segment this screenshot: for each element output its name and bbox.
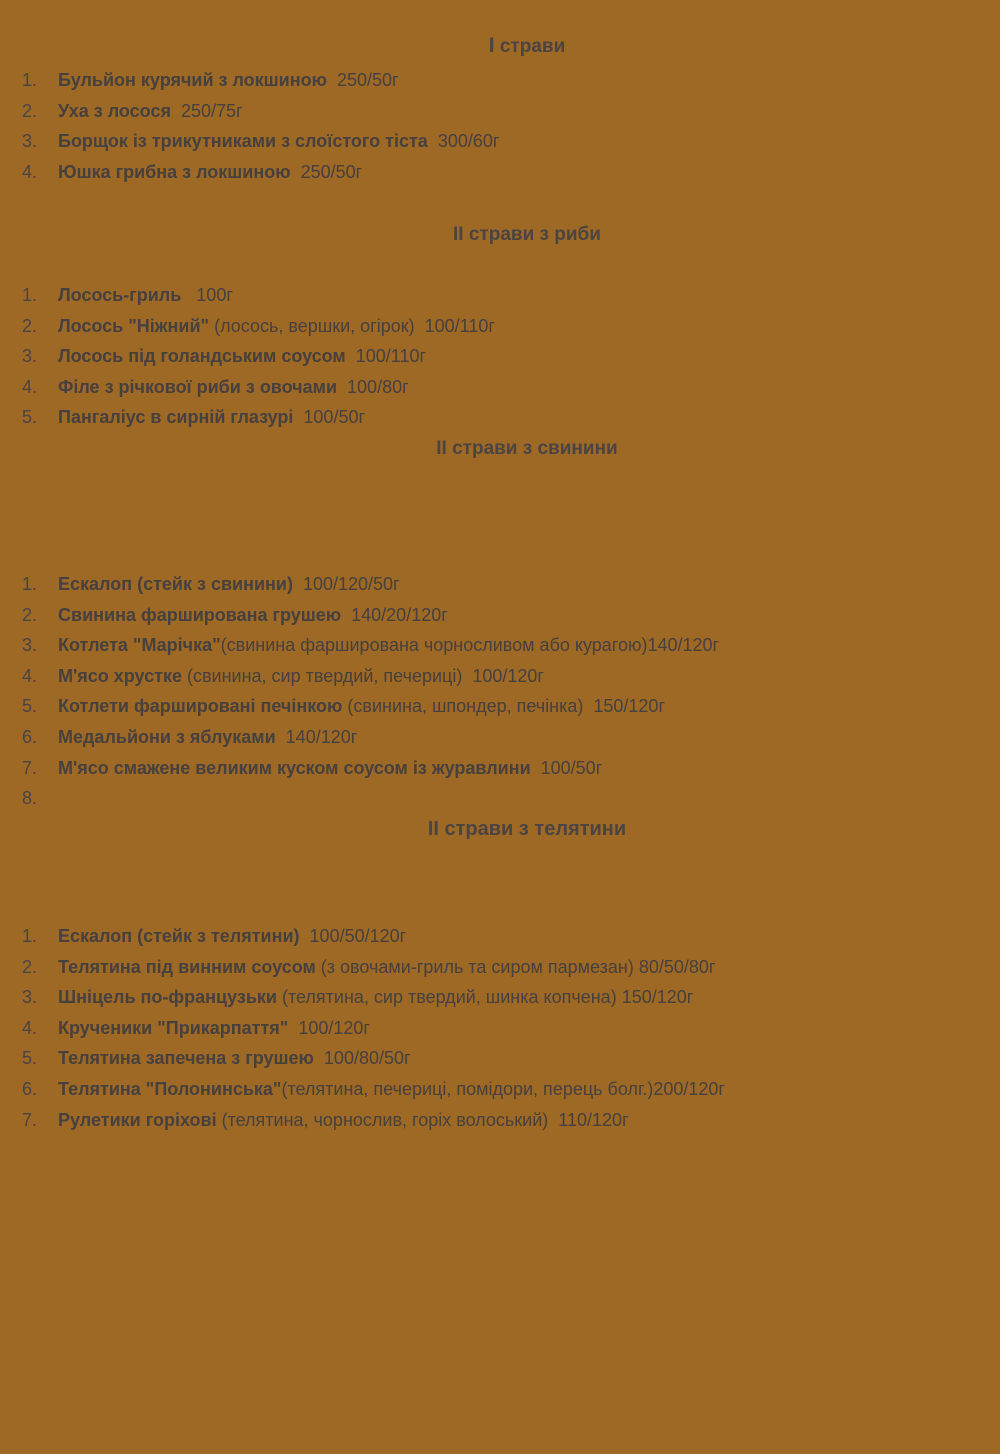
dish-name: Ескалоп (стейк з телятини) [58, 926, 300, 946]
item-text [58, 311, 495, 342]
section-title-text: страви [494, 36, 566, 57]
dish-name: Борщок із трикутниками з слоїстого тіста [58, 131, 428, 152]
item-text [58, 1074, 725, 1105]
item-number: 5. [22, 696, 38, 717]
dish-portion: 140/120г [275, 726, 358, 747]
dish-name: Крученики "Прикарпаття" [58, 1017, 289, 1038]
item-text [58, 691, 665, 722]
dish-name: Медальйони з яблуками [58, 726, 276, 747]
dish-name: Свинина фарширована грушею [58, 604, 342, 625]
item-text [58, 1013, 370, 1044]
item-number: 2. [22, 100, 38, 121]
dish-portion: 150/120г [583, 696, 666, 717]
item-number: 1. [22, 70, 38, 90]
dish-portion: 140/20/120г [341, 604, 448, 625]
dish-portion: 100/120/50г [292, 574, 400, 594]
item-number: 4. [22, 376, 38, 397]
dish-name: Юшка грибна з локшиною [58, 161, 291, 182]
item-text [58, 126, 499, 157]
dish-portion: 100/110г [345, 346, 427, 367]
item-number: 1. [22, 574, 38, 594]
item-number: 3. [22, 987, 38, 1008]
item-number: 7. [22, 1109, 38, 1130]
item-text [58, 952, 715, 983]
dish-portion: 250/50г [290, 161, 363, 182]
dish-name: Ескалоп (стейк з свинини) [58, 574, 293, 594]
item-number: 2. [22, 956, 38, 977]
dish-name: Котлета "Марічка" [58, 635, 221, 656]
item-text [58, 1043, 411, 1074]
dish-description: (лосось, вершки, огірок) [209, 315, 415, 336]
item-text [58, 96, 243, 127]
item-number: 5. [22, 407, 38, 428]
item-text [58, 630, 719, 661]
item-number: 6. [22, 726, 38, 747]
dish-portion: 100/50/120г [299, 926, 407, 946]
dish-portion: 140/120г [647, 635, 720, 656]
dish-name: Бульйон курячий з локшиною [58, 70, 327, 90]
item-number: 6. [22, 1078, 38, 1099]
dish-name: Рулетики горіхові [58, 1109, 217, 1130]
dish-description: (з овочами-гриль та сиром пармезан) [315, 956, 634, 977]
dish-portion: 100г [181, 285, 233, 305]
dish-portion: 300/60г [427, 131, 500, 152]
item-text [58, 722, 357, 753]
dish-description: (телятина, чорнослив, горіх волоський) [216, 1109, 549, 1130]
dish-portion: 200/120г [653, 1078, 725, 1099]
item-number: 2. [22, 604, 38, 625]
item-number: 8. [22, 788, 38, 809]
section-title-first-courses [0, 34, 1000, 58]
item-number: 3. [22, 346, 38, 367]
item-text [58, 402, 365, 433]
dish-portion: 100/50г [293, 407, 366, 428]
dish-portion: 110/120г [548, 1109, 629, 1130]
dish-name: Лосось "Ніжний" [58, 315, 210, 336]
dish-portion: 100/50г [530, 757, 603, 778]
dish-description: (свинина, сир твердий, печериці) [181, 665, 463, 686]
dish-portion: 150/120г [616, 987, 694, 1008]
dish-portion: 250/50г [327, 70, 399, 90]
item-text [58, 157, 362, 188]
dish-name: Філе з річкової риби з овочами [58, 376, 338, 397]
item-text [58, 921, 406, 952]
item-number: 4. [22, 1017, 38, 1038]
dish-name: Лосось-гриль [58, 285, 182, 305]
item-number: 3. [22, 131, 38, 152]
dish-description: (свинина, шпондер, печінка) [342, 696, 584, 717]
dish-name: Телятина "Полонинська" [58, 1078, 282, 1099]
dish-name: Шніцель по-французьки [58, 987, 277, 1008]
dish-name: Лосось під голандським соусом [58, 346, 346, 367]
item-text [58, 280, 233, 311]
dish-description: (телятина, печериці, помідори, перець болг.) [281, 1078, 654, 1099]
dish-portion: 100/80г [337, 376, 409, 397]
item-text [58, 661, 544, 692]
dish-portion: 250/75г [170, 100, 243, 121]
item-number: 7. [22, 757, 38, 778]
dish-name: Телятина під винним соусом [58, 956, 316, 977]
dish-description: (телятина, сир твердий, шинка копчена) [276, 987, 617, 1008]
dish-portion: 100/110г [414, 315, 495, 336]
dish-name: Уха з лосося [58, 100, 171, 121]
section-title-veal: II страви з телятини [427, 818, 627, 840]
section-title-roman: I [488, 34, 495, 57]
dish-portion: 80/50/80г [633, 956, 716, 977]
section-title-fish: II страви з риби [453, 224, 601, 245]
dish-description: (свинина фарширована чорносливом або курагою) [220, 635, 648, 656]
item-text [58, 65, 399, 96]
item-text [58, 600, 448, 631]
item-number: 2. [22, 315, 38, 336]
item-number: 4. [22, 161, 38, 182]
dish-name: Пангаліус в сирній глазурі [58, 407, 294, 428]
item-number: 3. [22, 635, 38, 656]
item-number: 1. [22, 285, 38, 305]
item-number: 4. [22, 665, 38, 686]
dish-portion: 100/120г [462, 665, 544, 686]
dish-name: М'ясо смажене великим куском соусом із журавлини [58, 757, 531, 778]
item-text [58, 982, 693, 1013]
dish-name: М'ясо хрустке [58, 665, 182, 686]
item-text [58, 341, 426, 372]
item-text [58, 569, 400, 600]
dish-portion: 100/120г [288, 1017, 370, 1038]
dish-name: Котлети фаршировані печінкою [58, 696, 343, 717]
dish-portion: 100/80/50г [313, 1048, 411, 1069]
item-text [58, 1105, 629, 1136]
item-text [58, 753, 602, 784]
item-number: 5. [22, 1048, 38, 1069]
dish-name: Телятина запечена з грушею [58, 1048, 314, 1069]
section-title-pork: II страви з свинини [436, 438, 618, 459]
item-number: 1. [22, 926, 38, 946]
item-text [58, 372, 409, 403]
